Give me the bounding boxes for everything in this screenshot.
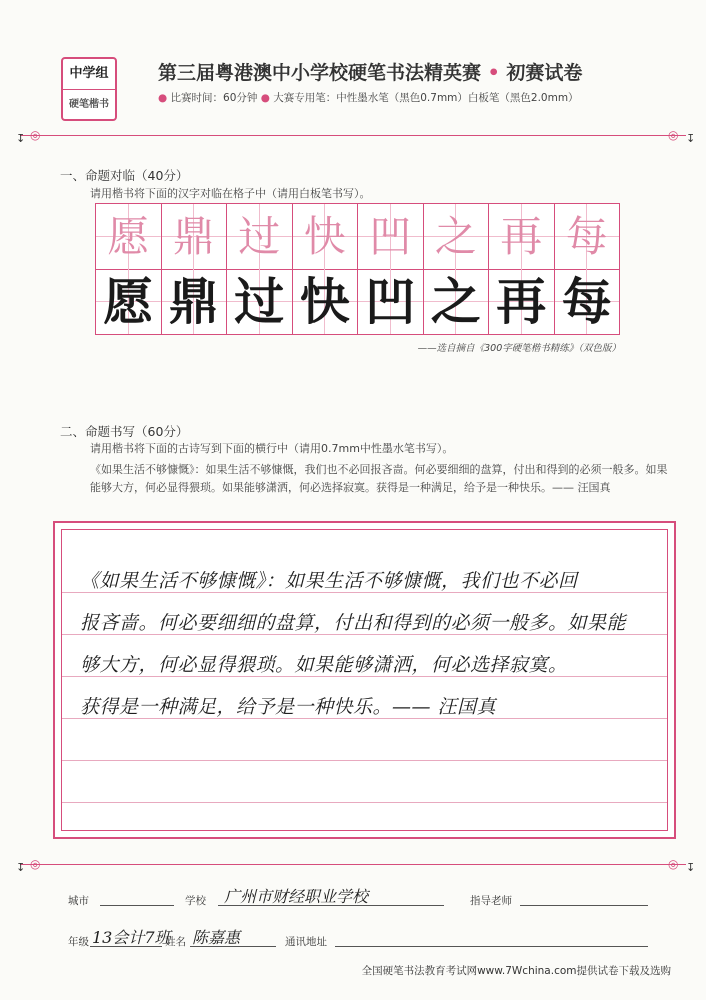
- model-char: 过: [238, 211, 281, 261]
- school-value: 广州市财经职业学校: [224, 887, 369, 906]
- name-label: 姓名: [165, 936, 186, 948]
- writing-box: [53, 521, 676, 839]
- badge-script: 硬笔楷书: [69, 99, 109, 110]
- source-citation: ——选自摘自《300字硬笔楷书精练》（双色版）: [417, 343, 621, 354]
- model-char: 鼎: [172, 211, 215, 261]
- model-char: 再: [500, 211, 543, 261]
- written-cell: [489, 269, 555, 334]
- section1-instruction: 请用楷书将下面的汉字对临在格子中（请用白板笔书写）。: [90, 187, 371, 200]
- handwritten-line: 获得是一种满足，给予是一种快乐。—— 汪国真: [80, 696, 497, 718]
- scroll-ornament-icon: ◎: [30, 128, 41, 142]
- footer-note: 全国硬笔书法教育考试网www.7Wchina.com提供试卷下载及选购: [361, 965, 671, 977]
- exam-time: 比赛时间：60分钟: [170, 92, 258, 104]
- city-line: [100, 905, 174, 906]
- written-cell: [293, 269, 359, 334]
- bullet-dot-icon: ●: [158, 92, 168, 104]
- written-char: 愿: [103, 272, 154, 331]
- grade-value: 13会计7班: [92, 928, 171, 947]
- header-divider: [20, 135, 686, 136]
- model-cell: [555, 204, 620, 269]
- title-tail: 初赛试卷: [506, 62, 583, 84]
- model-row: [96, 204, 619, 270]
- model-char: 之: [434, 211, 477, 261]
- scroll-ornament-icon: ◎: [668, 857, 679, 871]
- address-line: [335, 946, 648, 947]
- bullet-dot-icon: ●: [260, 92, 270, 104]
- grade-line: [90, 946, 162, 947]
- teacher-label: 指导老师: [470, 895, 512, 907]
- model-cell: [293, 204, 359, 269]
- teacher-line: [520, 905, 648, 906]
- written-char: 凹: [365, 272, 416, 331]
- city-label: 城市: [68, 895, 89, 907]
- exam-info: [158, 90, 579, 105]
- model-cell: [227, 204, 293, 269]
- scroll-ornament-icon: ◎: [30, 857, 41, 871]
- model-char: 每: [565, 211, 608, 261]
- arrow-down-icon: ↧: [686, 861, 696, 874]
- writing-box-inner: [61, 529, 668, 831]
- written-cell: [227, 269, 293, 334]
- written-char: 鼎: [168, 272, 219, 331]
- section2-heading: 二、命题书写（60分）: [60, 424, 189, 439]
- model-cell: [489, 204, 555, 269]
- arrow-down-icon: ↧: [16, 861, 26, 874]
- written-char: 过: [234, 272, 285, 331]
- section1-heading: 一、命题对临（40分）: [60, 168, 189, 183]
- school-line: [218, 905, 444, 906]
- handwritten-line: 够大方，何必显得猥琐。如果能够潇洒，何必选择寂寞。: [80, 654, 568, 676]
- written-char: 每: [561, 272, 612, 331]
- ruled-line: [62, 802, 667, 803]
- model-char: 愿: [107, 211, 150, 261]
- model-cell: [162, 204, 228, 269]
- written-cell: [424, 269, 490, 334]
- poem-text: 《如果生活不够慷慨》：如果生活不够慷慨，我们也不必回报吝啬。何必要细细的盘算，付出和得到的必须一般多。如果能够大方，何必显得猥琐。如果能够潇洒，何必选择寂寞。获得是一种满足，给予是一种快乐。—— 汪国真: [90, 463, 668, 494]
- section2-instruction: 请用楷书将下面的古诗写到下面的横行中（请用0.7mm中性墨水笔书写）。: [90, 442, 454, 455]
- name-value: 陈嘉惠: [192, 928, 241, 947]
- handwritten-line: 报吝啬。何必要细细的盘算，付出和得到的必须一般多。如果能: [80, 612, 627, 634]
- written-char: 快: [299, 272, 350, 331]
- name-line: [190, 946, 276, 947]
- model-cell: [96, 204, 162, 269]
- footer-divider: [20, 864, 686, 865]
- address-label: 通讯地址: [285, 936, 327, 948]
- written-cell: [96, 269, 162, 334]
- handwritten-line: 《如果生活不够慷慨》：如果生活不够慷慨，我们也不必回: [80, 570, 578, 592]
- written-cell: [555, 269, 620, 334]
- written-cell: [358, 269, 424, 334]
- title-main: 第三届粤港澳中小学校硬笔书法精英赛: [158, 62, 482, 84]
- school-label: 学校: [185, 895, 206, 907]
- model-cell: [358, 204, 424, 269]
- arrow-down-icon: ↧: [686, 132, 696, 145]
- written-row: [96, 269, 619, 334]
- grade-label: 年级: [68, 936, 89, 948]
- written-char: 再: [496, 272, 547, 331]
- scroll-ornament-icon: ◎: [668, 128, 679, 142]
- practice-grid: [95, 203, 620, 335]
- title-separator: •: [487, 62, 500, 84]
- division-badge: [61, 57, 117, 121]
- ruled-line: [62, 760, 667, 761]
- arrow-down-icon: ↧: [16, 132, 26, 145]
- written-cell: [162, 269, 228, 334]
- exam-pen: 大赛专用笔：中性墨水笔（黑色0.7mm）白板笔（黑色2.0mm）: [273, 92, 579, 104]
- written-char: 之: [430, 272, 481, 331]
- model-char: 快: [303, 211, 346, 261]
- badge-division: 中学组: [63, 59, 115, 90]
- page-title: [158, 58, 582, 85]
- model-cell: [424, 204, 490, 269]
- model-char: 凹: [369, 211, 412, 261]
